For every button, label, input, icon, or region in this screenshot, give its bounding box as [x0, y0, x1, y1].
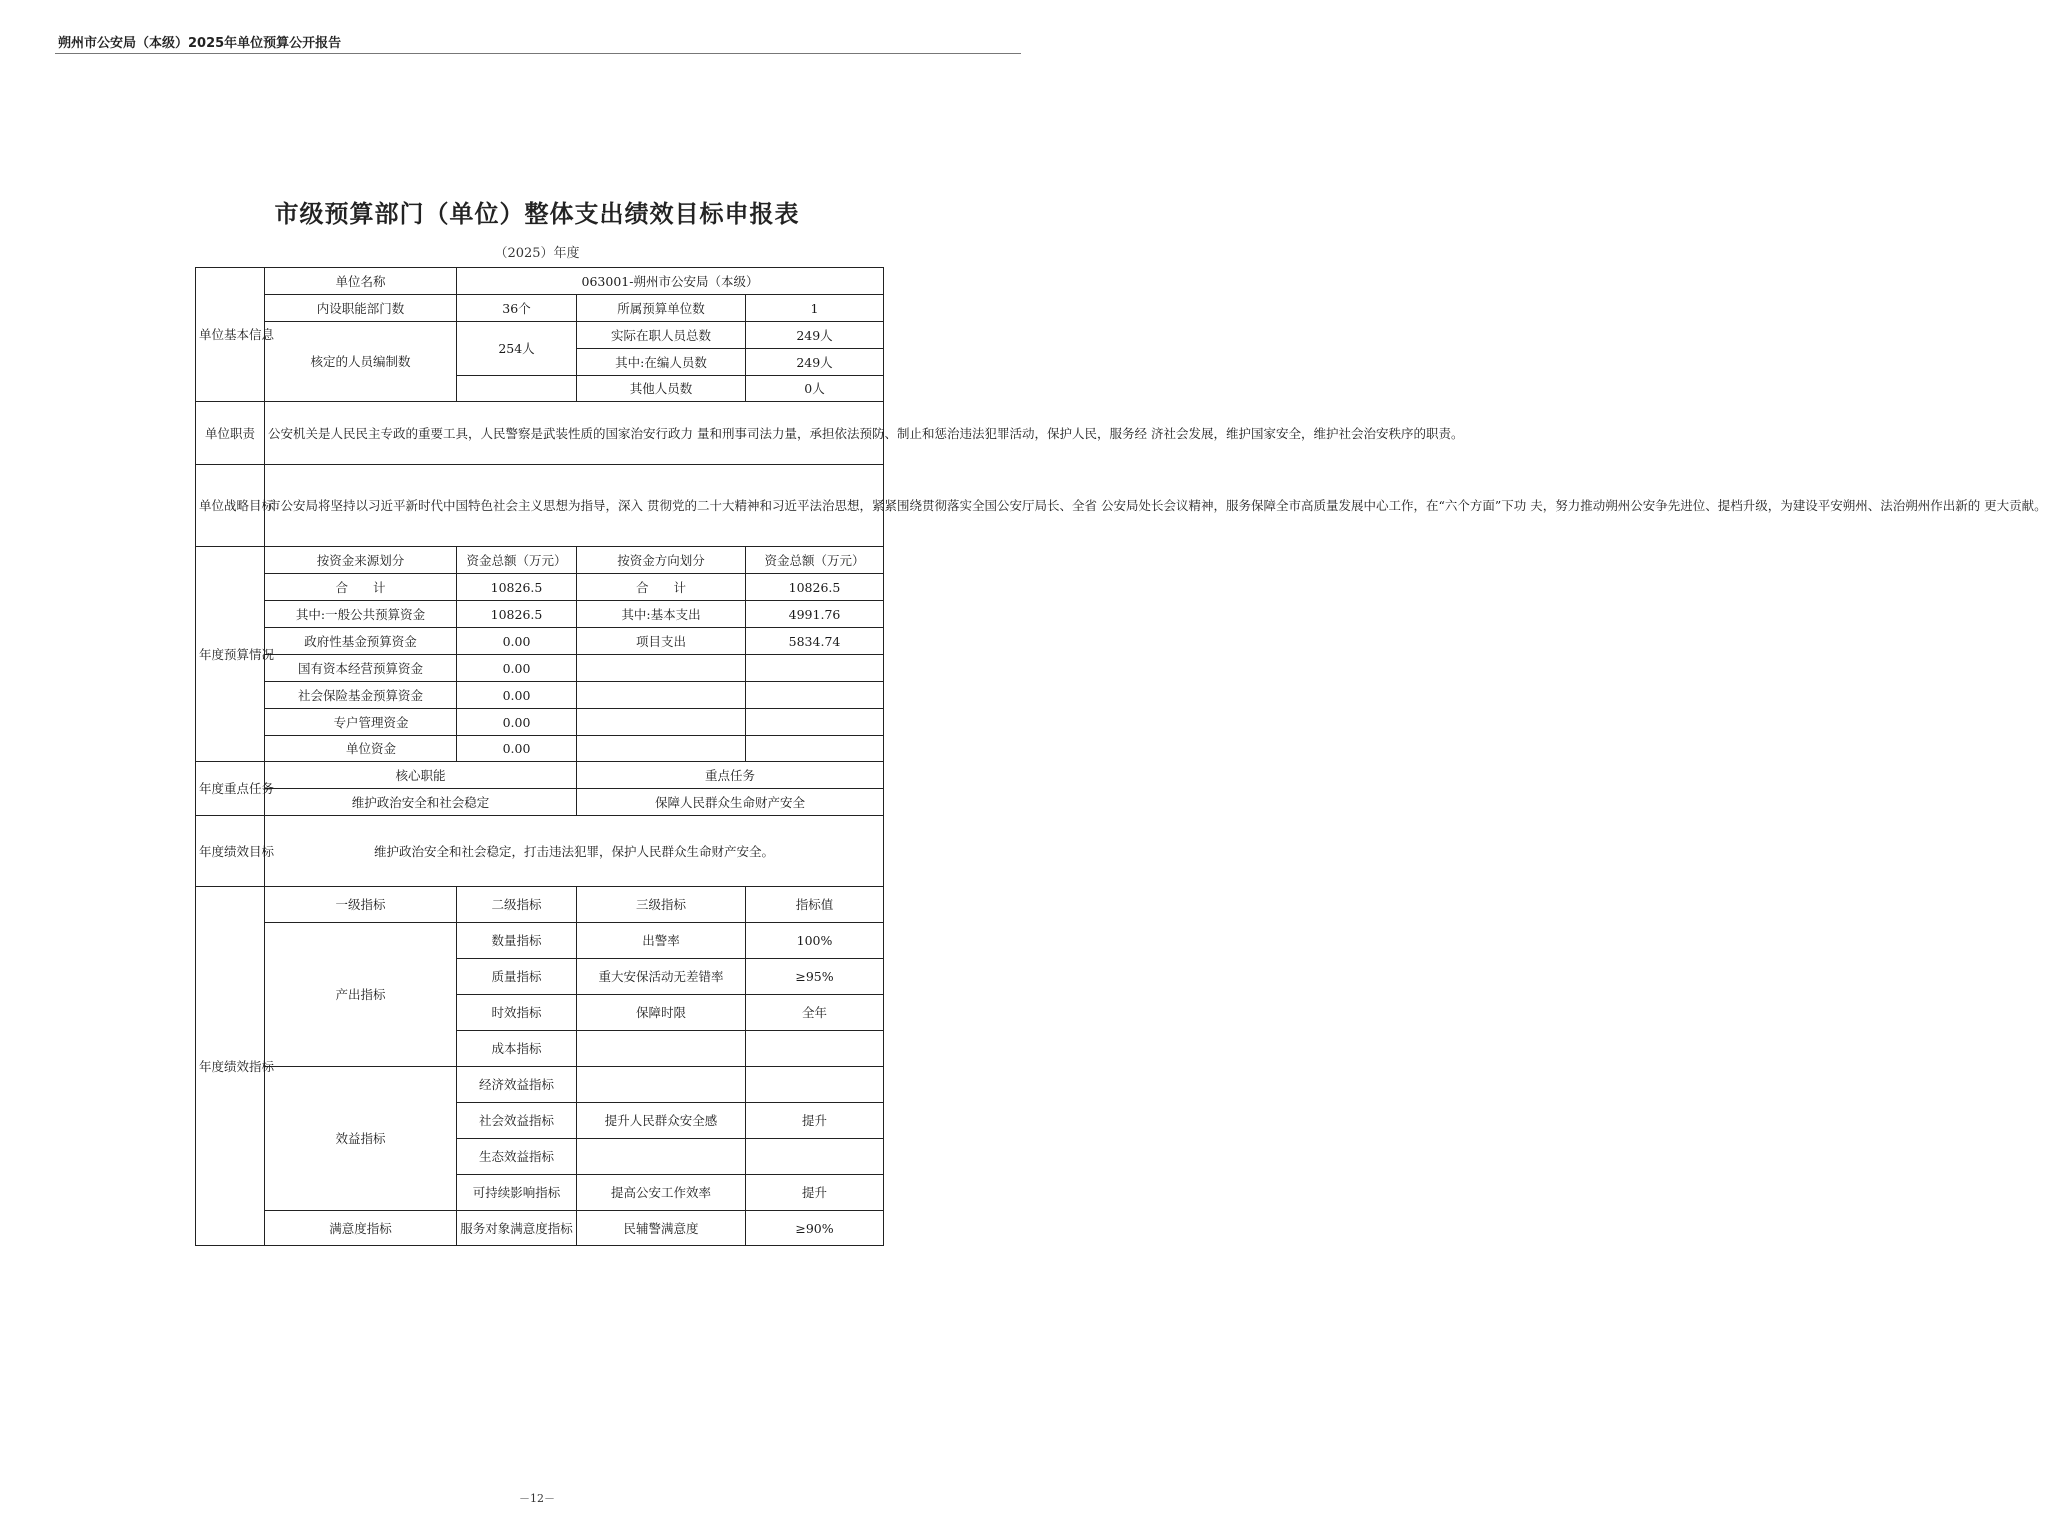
empty-cell [746, 655, 884, 682]
empty-cell [457, 376, 577, 402]
social-benefit-indicator-value: 提升 [746, 1103, 884, 1139]
section-performance-goal: 年度绩效目标 [196, 816, 265, 887]
unit-fund-label: 单位资金 [265, 736, 457, 762]
quality-indicator: 质量指标 [457, 959, 577, 995]
service-satisfaction-indicator: 服务对象满意度指标 [457, 1211, 577, 1246]
sub-units-value: 1 [746, 295, 884, 322]
performance-goal-text: 维护政治安全和社会稳定，打击违法犯罪，保护人民群众生命财产安全。 [265, 816, 884, 887]
cost-indicator: 成本指标 [457, 1031, 577, 1067]
section-key-tasks: 年度重点任务 [196, 762, 265, 816]
indicator-header-level3: 三级指标 [577, 887, 746, 923]
state-capital-label: 国有资本经营预算资金 [265, 655, 457, 682]
budget-total-label-2: 合 计 [577, 574, 746, 601]
performance-table [195, 267, 2047, 1246]
empty-cell [577, 1031, 746, 1067]
general-budget-label: 其中:一般公共预算资金 [265, 601, 457, 628]
unit-name-value: 063001-朔州市公安局（本级） [457, 268, 884, 295]
empty-cell [746, 1031, 884, 1067]
social-benefit-indicator: 社会效益指标 [457, 1103, 577, 1139]
eco-benefit-indicator: 生态效益指标 [457, 1139, 577, 1175]
key-task-header: 重点任务 [577, 762, 884, 789]
unit-fund-value: 0.00 [457, 736, 577, 762]
section-duty: 单位职责 [196, 402, 265, 465]
social-insurance-value: 0.00 [457, 682, 577, 709]
dept-count-label: 内设职能部门数 [265, 295, 457, 322]
section-budget: 年度预算情况 [196, 547, 265, 762]
key-task-value: 保障人民群众生命财产安全 [577, 789, 884, 816]
duty-text: 公安机关是人民民主专政的重要工具，人民警察是武装性质的国家治安行政力 量和刑事司法力量，承担依法预防、制止和惩治违法犯罪活动，保护人民，服务经 济社会发展，维护国家安全，维护社会治安秩序的职责。 [265, 402, 884, 465]
header-rule [55, 53, 1021, 54]
empty-cell [746, 709, 884, 736]
social-benefit-indicator-name: 提升人民群众安全感 [577, 1103, 746, 1139]
quantity-indicator-value: 100% [746, 923, 884, 959]
sustain-indicator-name: 提高公安工作效率 [577, 1175, 746, 1211]
staffing-value: 254人 [457, 322, 577, 376]
gov-fund-label: 政府性基金预算资金 [265, 628, 457, 655]
benefit-indicator: 效益指标 [265, 1067, 457, 1211]
economic-benefit-indicator: 经济效益指标 [457, 1067, 577, 1103]
special-account-label: 专户管理资金 [265, 709, 457, 736]
actual-staff-value: 249人 [746, 322, 884, 349]
sustain-indicator: 可持续影响指标 [457, 1175, 577, 1211]
budget-header-amount-2: 资金总额（万元） [746, 547, 884, 574]
project-expense-label: 项目支出 [577, 628, 746, 655]
general-budget-value: 10826.5 [457, 601, 577, 628]
social-insurance-label: 社会保险基金预算资金 [265, 682, 457, 709]
satisfaction-indicator: 满意度指标 [265, 1211, 457, 1246]
empty-cell [577, 1067, 746, 1103]
sub-units-label: 所属预算单位数 [577, 295, 746, 322]
timeliness-indicator: 时效指标 [457, 995, 577, 1031]
empty-cell [577, 1139, 746, 1175]
in-staff-value: 249人 [746, 349, 884, 376]
timeliness-indicator-value: 全年 [746, 995, 884, 1031]
sustain-indicator-value: 提升 [746, 1175, 884, 1211]
empty-cell [746, 1067, 884, 1103]
page-number: －12－ [519, 1492, 555, 1505]
budget-total-value-2: 10826.5 [746, 574, 884, 601]
gov-fund-value: 0.00 [457, 628, 577, 655]
other-staff-label: 其他人员数 [577, 376, 746, 402]
quality-indicator-value: ≥95% [746, 959, 884, 995]
budget-header-source: 按资金来源划分 [265, 547, 457, 574]
empty-cell [577, 682, 746, 709]
output-indicator: 产出指标 [265, 923, 457, 1067]
budget-header-direction: 按资金方向划分 [577, 547, 746, 574]
basic-expense-value: 4991.76 [746, 601, 884, 628]
unit-name-label: 单位名称 [265, 268, 457, 295]
empty-cell [577, 655, 746, 682]
indicator-header-level1: 一级指标 [265, 887, 457, 923]
budget-total-label: 合 计 [265, 574, 457, 601]
empty-cell [746, 682, 884, 709]
indicator-header-level2: 二级指标 [457, 887, 577, 923]
dept-count-value: 36个 [457, 295, 577, 322]
report-header: 朔州市公安局（本级）2025年单位预算公开报告 [58, 36, 342, 51]
page-title: 市级预算部门（单位）整体支出绩效目标申报表 [274, 200, 800, 228]
actual-staff-label: 实际在职人员总数 [577, 322, 746, 349]
indicator-header-value: 指标值 [746, 887, 884, 923]
budget-header-amount: 资金总额（万元） [457, 547, 577, 574]
empty-cell [746, 736, 884, 762]
other-staff-value: 0人 [746, 376, 884, 402]
section-basic-info: 单位基本信息 [196, 268, 265, 402]
quantity-indicator: 数量指标 [457, 923, 577, 959]
page-subtitle: （2025）年度 [494, 246, 580, 261]
special-account-value: 0.00 [457, 709, 577, 736]
core-function-header: 核心职能 [265, 762, 577, 789]
in-staff-label: 其中:在编人员数 [577, 349, 746, 376]
budget-total-value: 10826.5 [457, 574, 577, 601]
quantity-indicator-name: 出警率 [577, 923, 746, 959]
section-indicators: 年度绩效指标 [196, 887, 265, 1246]
empty-cell [577, 709, 746, 736]
service-satisfaction-value: ≥90% [746, 1211, 884, 1246]
empty-cell [577, 736, 746, 762]
state-capital-value: 0.00 [457, 655, 577, 682]
service-satisfaction-name: 民辅警满意度 [577, 1211, 746, 1246]
timeliness-indicator-name: 保障时限 [577, 995, 746, 1031]
core-function-value: 维护政治安全和社会稳定 [265, 789, 577, 816]
quality-indicator-name: 重大安保活动无差错率 [577, 959, 746, 995]
strategy-text: 市公安局将坚持以习近平新时代中国特色社会主义思想为指导，深入 贯彻党的二十大精神和习近平法治思想，紧紧围绕贯彻落实全国公安厅局长、全省 公安局处长会议精神，服务保障全市高质量发展中心工作，在“六个方面”下功 夫，努力推动朔州公安争先进位、提档升级，为建设平安朔州、法治朔州作出新的 更大贡献。 [265, 465, 884, 547]
project-expense-value: 5834.74 [746, 628, 884, 655]
staffing-label: 核定的人员编制数 [265, 322, 457, 402]
empty-cell [746, 1139, 884, 1175]
section-strategy: 单位战略目标 [196, 465, 265, 547]
basic-expense-label: 其中:基本支出 [577, 601, 746, 628]
